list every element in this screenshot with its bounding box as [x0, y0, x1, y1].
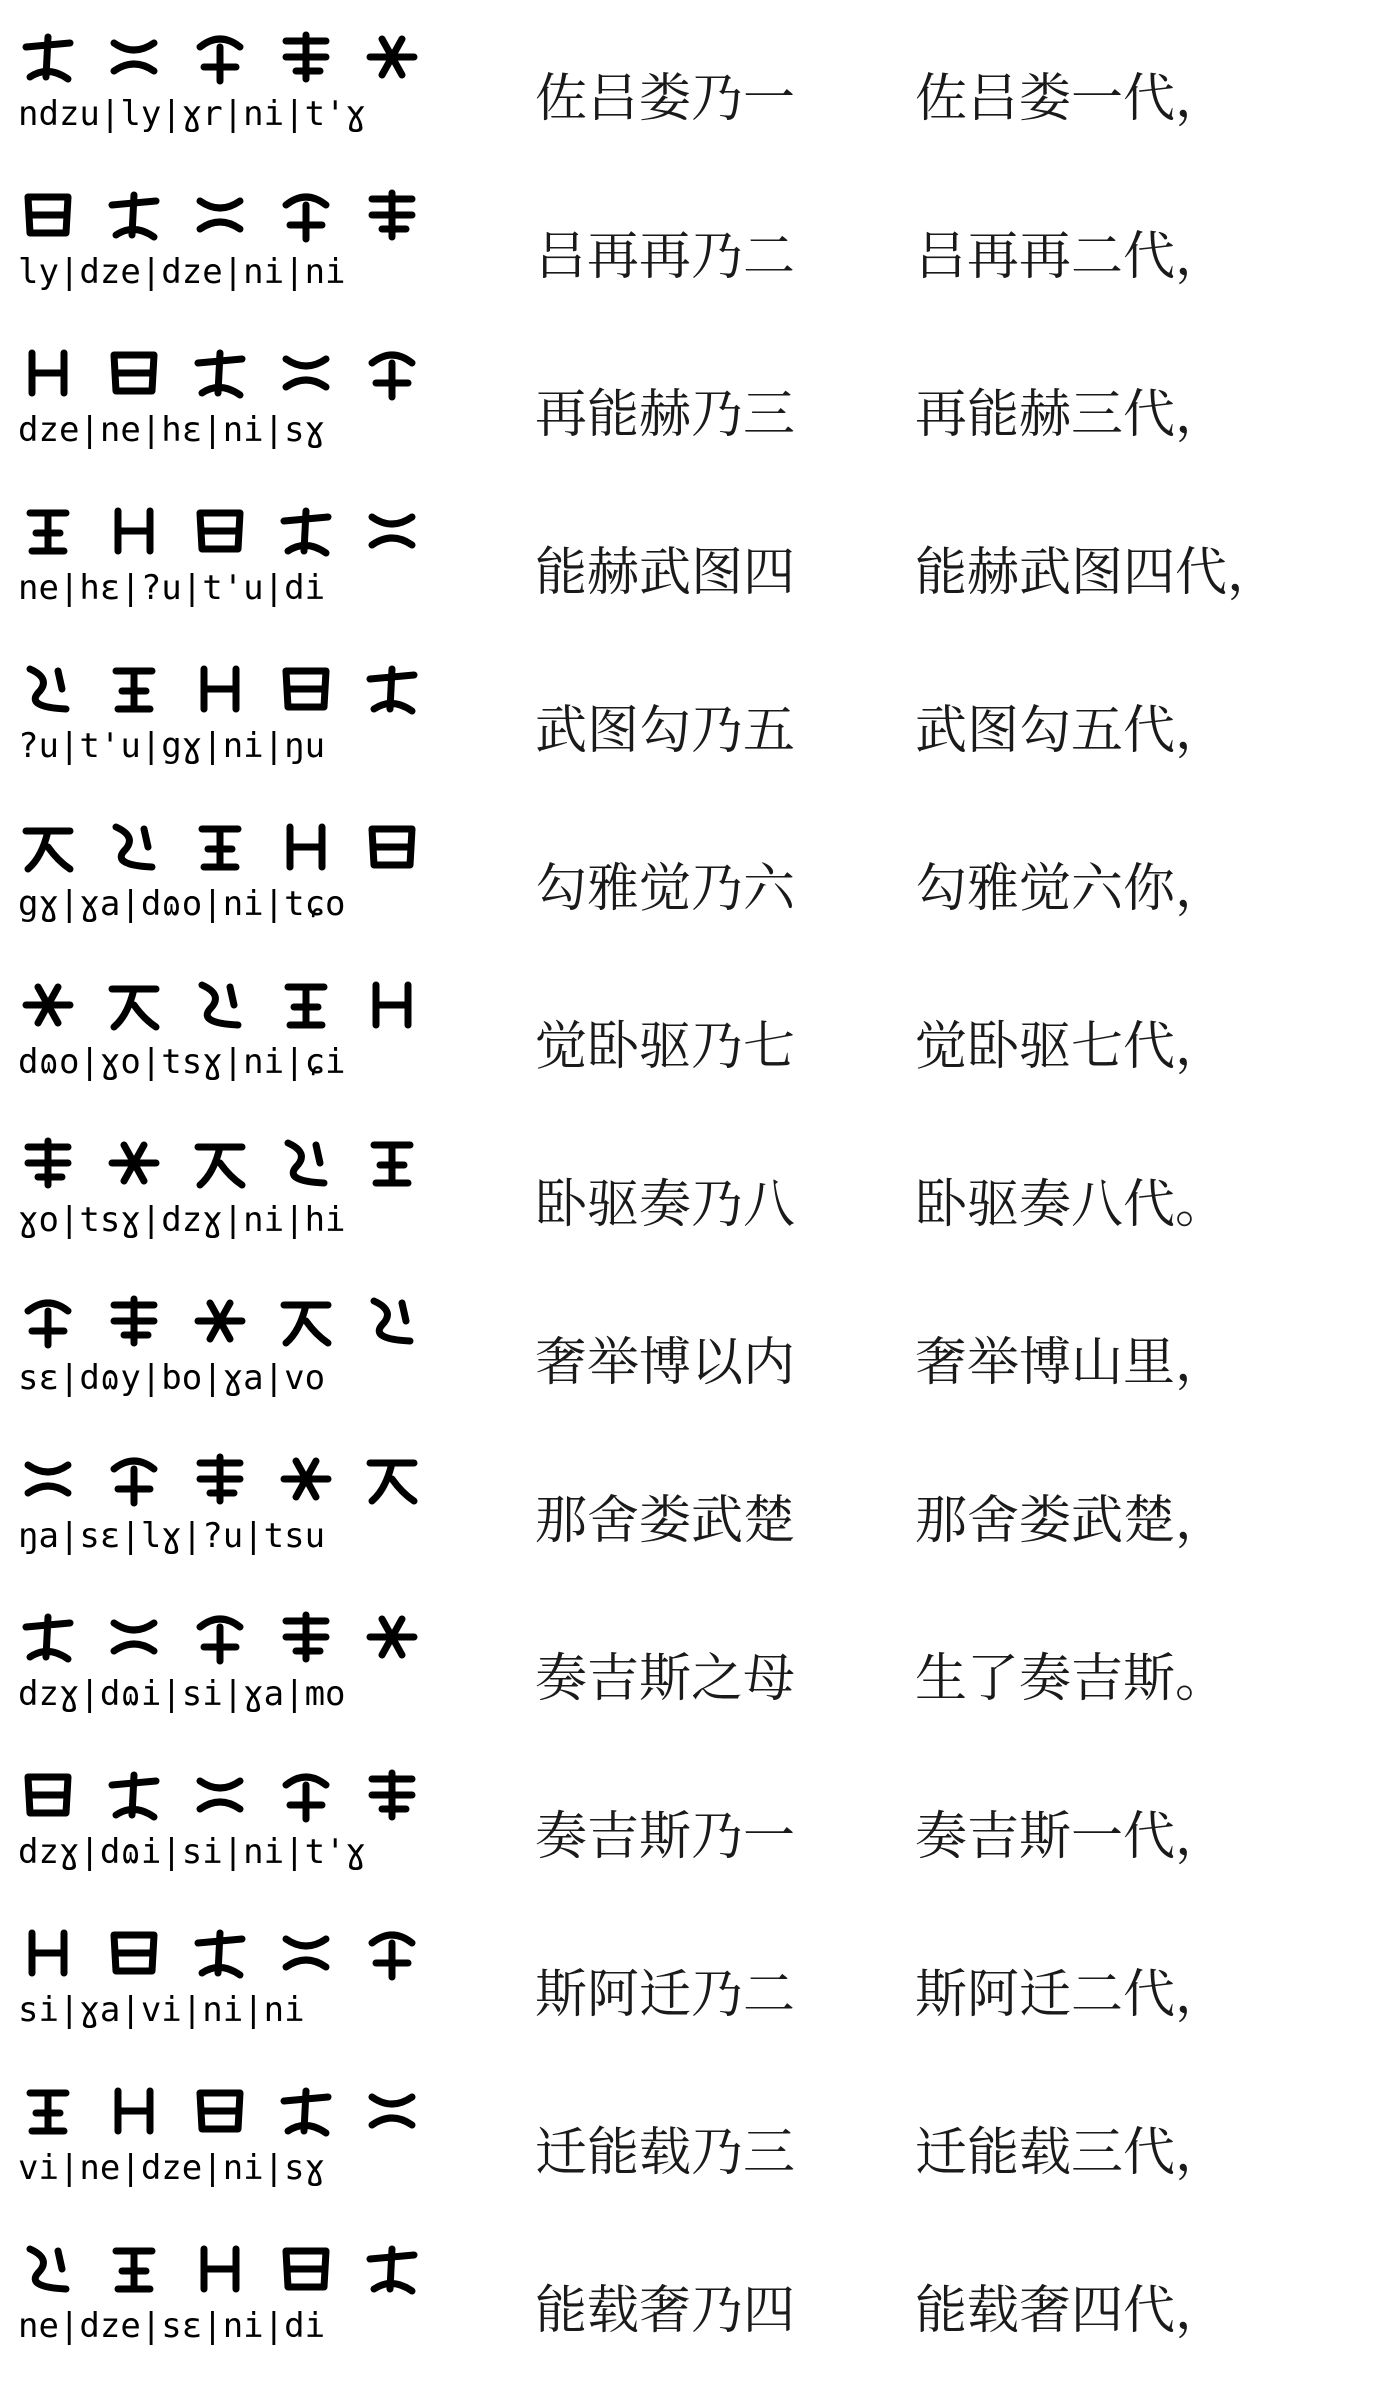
yi-romanization: sɛ|dɷy|bo|ɣa|vo — [18, 1358, 326, 1398]
yi-glyph-line — [18, 1762, 448, 1828]
chinese-translation: 勾雅觉六你， — [915, 859, 1228, 919]
yi-glyph — [362, 501, 422, 561]
yi-glyph-line — [18, 814, 448, 880]
verse-row — [0, 1906, 1379, 2066]
literal-gloss: 奢举博以内 — [535, 1333, 796, 1393]
verse-row — [0, 1116, 1379, 1276]
yi-glyph — [18, 185, 78, 245]
yi-glyph — [18, 1291, 78, 1351]
yi-glyph — [276, 1133, 336, 1193]
yi-glyph — [276, 2239, 336, 2299]
yi-script-column — [18, 340, 448, 468]
literal-gloss: 武图勾乃五 — [535, 701, 796, 761]
yi-glyph — [18, 501, 78, 561]
yi-glyph — [18, 1607, 78, 1667]
yi-glyph — [362, 2081, 422, 2141]
yi-glyph — [104, 659, 164, 719]
yi-romanization: dzɣ|dɷi|si|ni|t'ɣ — [18, 1832, 366, 1872]
verse-row — [0, 800, 1379, 960]
yi-glyph — [276, 1607, 336, 1667]
yi-glyph — [190, 1449, 250, 1509]
verse-row — [0, 484, 1379, 644]
yi-glyph — [18, 1765, 78, 1825]
yi-script-column — [18, 2078, 448, 2206]
yi-glyph — [276, 659, 336, 719]
verse-row — [0, 10, 1379, 170]
literal-gloss: 那舍娄武楚 — [535, 1491, 796, 1551]
yi-glyph — [276, 501, 336, 561]
yi-glyph — [190, 27, 250, 87]
chinese-translation: 那舍娄武楚， — [915, 1491, 1228, 1551]
yi-glyph — [276, 27, 336, 87]
yi-glyph — [190, 1607, 250, 1667]
yi-glyph — [104, 2239, 164, 2299]
chinese-translation: 迁能载三代， — [915, 2123, 1228, 2183]
yi-glyph — [276, 1765, 336, 1825]
yi-glyph — [190, 1133, 250, 1193]
yi-glyph — [104, 1291, 164, 1351]
yi-glyph — [104, 343, 164, 403]
yi-glyph-line — [18, 2078, 448, 2144]
yi-romanization: dzɣ|dɷi|si|ɣa|mo — [18, 1674, 346, 1714]
yi-glyph — [18, 975, 78, 1035]
yi-glyph — [18, 1923, 78, 1983]
yi-script-column — [18, 656, 448, 784]
literal-gloss: 迁能载乃三 — [535, 2123, 796, 2183]
yi-glyph — [190, 975, 250, 1035]
yi-glyph — [362, 817, 422, 877]
chinese-translation: 卧驱奏八代。 — [915, 1175, 1228, 1235]
yi-glyph — [190, 343, 250, 403]
yi-glyph — [104, 185, 164, 245]
yi-glyph — [276, 343, 336, 403]
yi-script-column — [18, 1604, 448, 1732]
yi-glyph — [18, 1449, 78, 1509]
yi-romanization: si|ɣa|vi|ni|ni — [18, 1990, 305, 2030]
yi-glyph — [18, 2081, 78, 2141]
chinese-translation: 武图勾五代， — [915, 701, 1228, 761]
yi-script-column — [18, 2236, 448, 2364]
chinese-translation: 能赫武图四代， — [915, 543, 1280, 603]
yi-glyph-line — [18, 1920, 448, 1986]
yi-glyph — [276, 1291, 336, 1351]
yi-glyph — [190, 659, 250, 719]
literal-gloss: 再能赫乃三 — [535, 385, 796, 445]
literal-gloss: 能赫武图四 — [535, 543, 796, 603]
yi-glyph-line — [18, 656, 448, 722]
yi-romanization: dɷo|ɣo|tsɣ|ni|ɕi — [18, 1042, 346, 1082]
verse-row — [0, 2222, 1379, 2382]
yi-glyph — [190, 1765, 250, 1825]
yi-glyph — [190, 1291, 250, 1351]
yi-glyph — [18, 27, 78, 87]
yi-glyph — [362, 343, 422, 403]
chinese-translation: 奢举博山里， — [915, 1333, 1228, 1393]
yi-glyph — [104, 2081, 164, 2141]
yi-glyph — [190, 2239, 250, 2299]
yi-romanization: ne|dze|sɛ|ni|di — [18, 2306, 326, 2346]
literal-gloss: 能载奢乃四 — [535, 2281, 796, 2341]
yi-glyph — [104, 27, 164, 87]
yi-script-column — [18, 1130, 448, 1258]
yi-romanization: dze|ne|hɛ|ni|sɣ — [18, 410, 326, 450]
yi-romanization: vi|ne|dze|ni|sɣ — [18, 2148, 326, 2188]
yi-glyph — [276, 1923, 336, 1983]
yi-glyph — [276, 2081, 336, 2141]
yi-glyph — [18, 343, 78, 403]
yi-glyph-line — [18, 182, 448, 248]
yi-glyph — [276, 975, 336, 1035]
chinese-translation: 再能赫三代， — [915, 385, 1228, 445]
literal-gloss: 斯阿迁乃二 — [535, 1965, 796, 2025]
chinese-translation: 奏吉斯一代， — [915, 1807, 1228, 1867]
yi-glyph — [104, 1133, 164, 1193]
yi-romanization: ?u|t'u|gɣ|ni|ŋu — [18, 726, 326, 766]
verse-row — [0, 1274, 1379, 1434]
chinese-translation: 吕再再二代， — [915, 227, 1228, 287]
chinese-translation: 觉卧驱七代， — [915, 1017, 1228, 1077]
yi-script-column — [18, 24, 448, 152]
yi-glyph — [362, 1923, 422, 1983]
yi-glyph — [190, 1923, 250, 1983]
yi-glyph — [362, 1449, 422, 1509]
yi-romanization: gɣ|ɣa|dɷo|ni|tɕo — [18, 884, 346, 924]
literal-gloss: 卧驱奏乃八 — [535, 1175, 796, 1235]
yi-glyph — [362, 2239, 422, 2299]
yi-romanization: ŋa|sɛ|lɣ|?u|tsu — [18, 1516, 326, 1556]
yi-glyph — [362, 659, 422, 719]
yi-glyph-line — [18, 1130, 448, 1196]
yi-glyph — [362, 975, 422, 1035]
yi-glyph-line — [18, 972, 448, 1038]
yi-script-column — [18, 972, 448, 1100]
yi-glyph — [190, 185, 250, 245]
yi-romanization: ly|dze|dze|ni|ni — [18, 252, 346, 292]
yi-glyph — [362, 185, 422, 245]
yi-glyph — [18, 1133, 78, 1193]
yi-glyph — [18, 817, 78, 877]
yi-glyph — [276, 817, 336, 877]
verse-row — [0, 168, 1379, 328]
yi-glyph — [18, 2239, 78, 2299]
chinese-translation: 能载奢四代， — [915, 2281, 1228, 2341]
yi-glyph — [362, 1133, 422, 1193]
yi-glyph — [190, 2081, 250, 2141]
yi-glyph — [104, 1449, 164, 1509]
verse-row — [0, 2064, 1379, 2224]
verse-row — [0, 642, 1379, 802]
yi-glyph-line — [18, 340, 448, 406]
verse-row — [0, 326, 1379, 486]
yi-romanization: ɣo|tsɣ|dzɣ|ni|hi — [18, 1200, 346, 1240]
yi-glyph-line — [18, 1288, 448, 1354]
literal-gloss: 觉卧驱乃七 — [535, 1017, 796, 1077]
yi-glyph-line — [18, 498, 448, 564]
yi-glyph — [190, 501, 250, 561]
yi-glyph — [276, 1449, 336, 1509]
literal-gloss: 奏吉斯之母 — [535, 1649, 796, 1709]
yi-glyph — [104, 817, 164, 877]
literal-gloss: 吕再再乃二 — [535, 227, 796, 287]
yi-glyph — [362, 27, 422, 87]
chinese-translation: 生了奏吉斯。 — [915, 1649, 1228, 1709]
verse-row — [0, 1432, 1379, 1592]
yi-glyph — [362, 1291, 422, 1351]
yi-glyph — [104, 1765, 164, 1825]
yi-glyph — [104, 501, 164, 561]
yi-script-column — [18, 182, 448, 310]
chinese-translation: 斯阿迁二代， — [915, 1965, 1228, 2025]
yi-glyph — [104, 1607, 164, 1667]
yi-glyph — [276, 185, 336, 245]
literal-gloss: 佐吕娄乃一 — [535, 69, 796, 129]
literal-gloss: 奏吉斯乃一 — [535, 1807, 796, 1867]
yi-glyph-line — [18, 24, 448, 90]
yi-glyph-line — [18, 2236, 448, 2302]
verse-row — [0, 958, 1379, 1118]
yi-script-column — [18, 1288, 448, 1416]
yi-romanization: ndzu|ly|ɣr|ni|t'ɣ — [18, 94, 366, 134]
literal-gloss: 勾雅觉乃六 — [535, 859, 796, 919]
yi-script-column — [18, 1762, 448, 1890]
yi-glyph-line — [18, 1604, 448, 1670]
yi-script-column — [18, 1446, 448, 1574]
yi-script-column — [18, 498, 448, 626]
yi-glyph — [18, 659, 78, 719]
yi-romanization: ne|hɛ|?u|t'u|di — [18, 568, 326, 608]
yi-script-column — [18, 814, 448, 942]
verse-row — [0, 1748, 1379, 1908]
yi-glyph — [362, 1607, 422, 1667]
yi-glyph — [362, 1765, 422, 1825]
yi-glyph-line — [18, 1446, 448, 1512]
chinese-translation: 佐吕娄一代， — [915, 69, 1228, 129]
yi-glyph — [190, 817, 250, 877]
yi-glyph — [104, 1923, 164, 1983]
yi-glyph — [104, 975, 164, 1035]
yi-script-column — [18, 1920, 448, 2048]
verse-row — [0, 1590, 1379, 1750]
